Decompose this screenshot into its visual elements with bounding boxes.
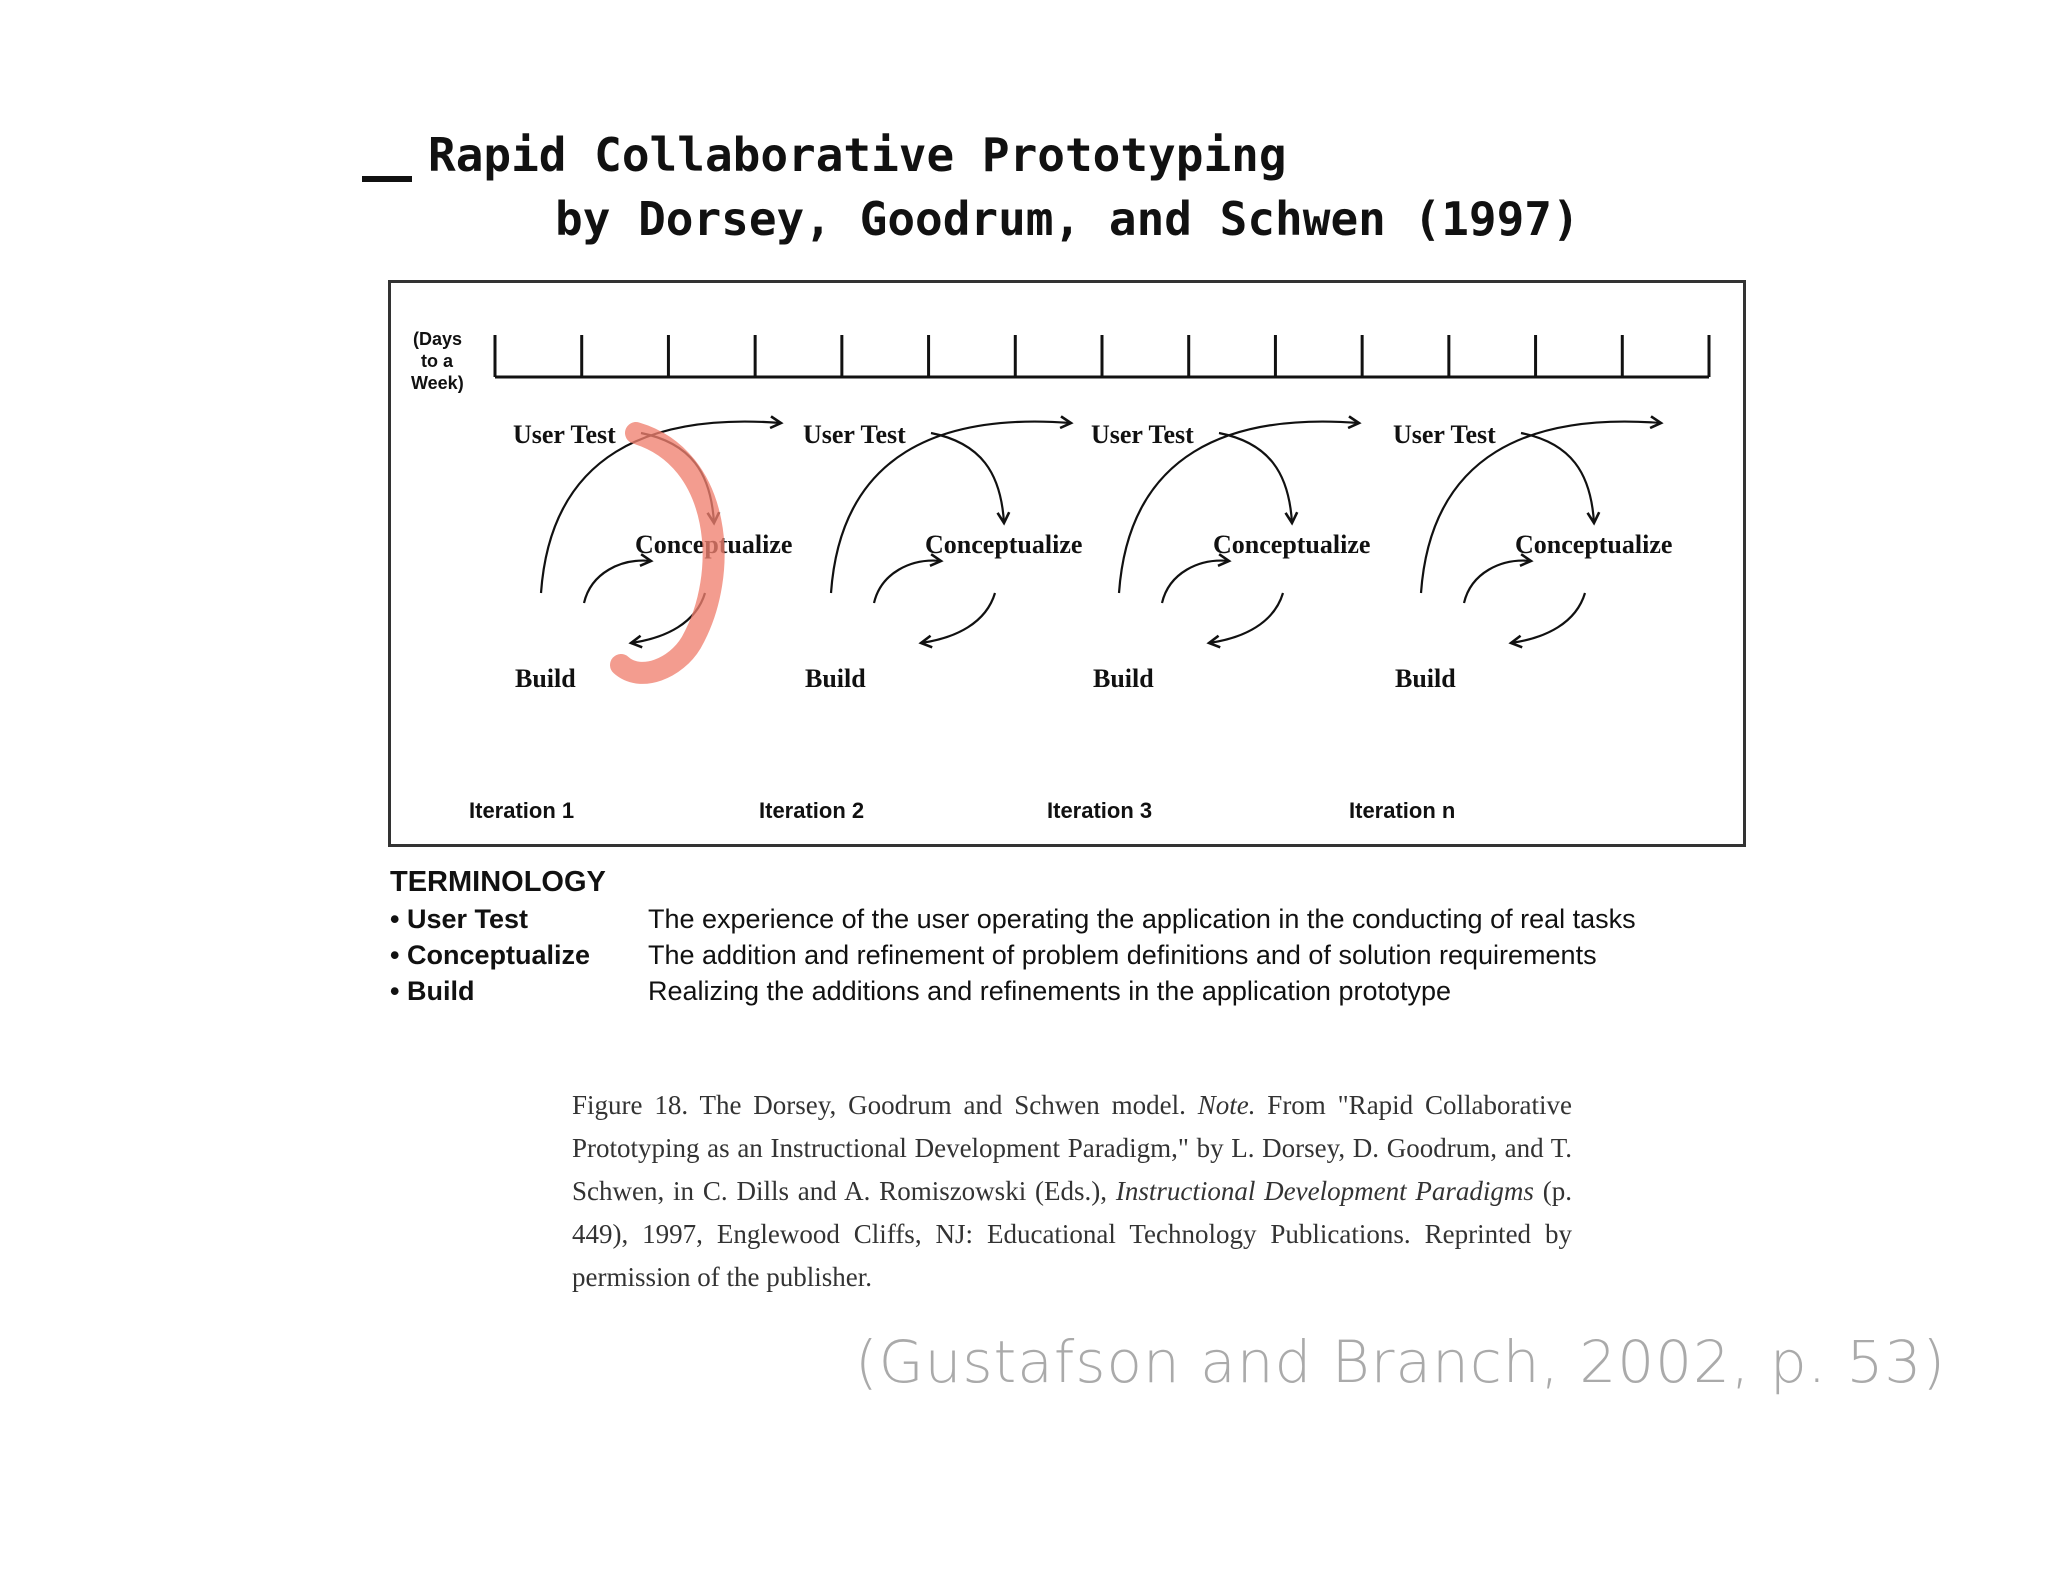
caption-book-title: Instructional Development Paradigms <box>1115 1176 1534 1206</box>
term-row-build <box>390 976 1451 1007</box>
conceptualize-arrow <box>931 433 1004 523</box>
handwritten-citation: (Gustafson and Branch, 2002, p. 53) <box>855 1328 1946 1396</box>
iteration-2 <box>759 420 1082 823</box>
user-test-label: User Test <box>803 420 906 449</box>
build-arrow <box>584 561 651 603</box>
return-arrow <box>1511 593 1585 643</box>
caption-lead: Figure 18. <box>572 1090 689 1120</box>
timeline-ticks <box>495 335 1709 377</box>
build-arrow <box>1162 561 1229 603</box>
conceptualize-label: Conceptualize <box>1213 530 1371 559</box>
user-test-label: User Test <box>513 420 616 449</box>
conceptualize-label: Conceptualize <box>635 530 793 559</box>
iteration-label: Iteration 1 <box>469 798 575 823</box>
build-label: Build <box>1093 664 1154 693</box>
scale-label-line-1: (Days <box>413 329 463 349</box>
iteration-label: Iteration 3 <box>1047 798 1153 823</box>
iteration-3 <box>1047 420 1370 823</box>
iteration-label: Iteration n <box>1349 798 1456 823</box>
scale-label-line-3: Week) <box>411 373 464 393</box>
term-row-conceptualize <box>390 940 1597 971</box>
term-name: • User Test <box>390 904 529 934</box>
iteration-n <box>1349 420 1672 823</box>
return-arrow <box>921 593 995 643</box>
term-row-user-test <box>390 904 1636 935</box>
build-label: Build <box>1395 664 1456 693</box>
term-name: • Conceptualize <box>390 940 590 970</box>
margin-dash <box>362 176 412 182</box>
return-arrow <box>1209 593 1283 643</box>
figure-caption <box>572 1084 1572 1299</box>
conceptualize-arrow <box>1521 433 1594 523</box>
term-definition: The addition and refinement of problem definitions and of solution requirements <box>648 940 1597 970</box>
term-definition: Realizing the additions and refinements in the application prototype <box>648 976 1452 1006</box>
diagram-frame <box>388 280 1746 847</box>
term-definition: The experience of the user operating the application in the conducting of real tasks <box>648 904 1636 934</box>
conceptualize-arrow <box>1219 433 1292 523</box>
term-name: • Build <box>390 976 475 1006</box>
user-test-label: User Test <box>1393 420 1496 449</box>
build-label: Build <box>515 664 576 693</box>
caption-text-1: The Dorsey, Goodrum and Schwen model. <box>688 1090 1198 1120</box>
build-label: Build <box>805 664 866 693</box>
caption-note: Note. <box>1197 1090 1256 1120</box>
page-title: Rapid Collaborative Prototyping <box>428 128 1287 182</box>
build-arrow <box>874 561 941 603</box>
user-test-label: User Test <box>1091 420 1194 449</box>
scale-label-line-2: to a <box>421 351 454 371</box>
iteration-1 <box>469 420 792 823</box>
iteration-diagram <box>391 283 1743 844</box>
iteration-label: Iteration 2 <box>759 798 865 823</box>
caption-text-2: From "Rapid Collaborative Prototyping as an Instructional Development Paradigm," by L. Dorsey, D. Goodrum, and T. Schwen, in C. Dills and A. Romiszowski (Eds.), <box>572 1090 1572 1206</box>
build-arrow <box>1464 561 1531 603</box>
terminology-heading: TERMINOLOGY <box>390 866 606 898</box>
caption-text-3: (p. 449), 1997, Englewood Cliffs, NJ: Educational Technology Publications. Reprinted by permission of the publisher. <box>572 1176 1572 1292</box>
conceptualize-label: Conceptualize <box>925 530 1083 559</box>
conceptualize-label: Conceptualize <box>1515 530 1673 559</box>
page-subtitle: by Dorsey, Goodrum, and Schwen (1997) <box>555 192 1580 246</box>
